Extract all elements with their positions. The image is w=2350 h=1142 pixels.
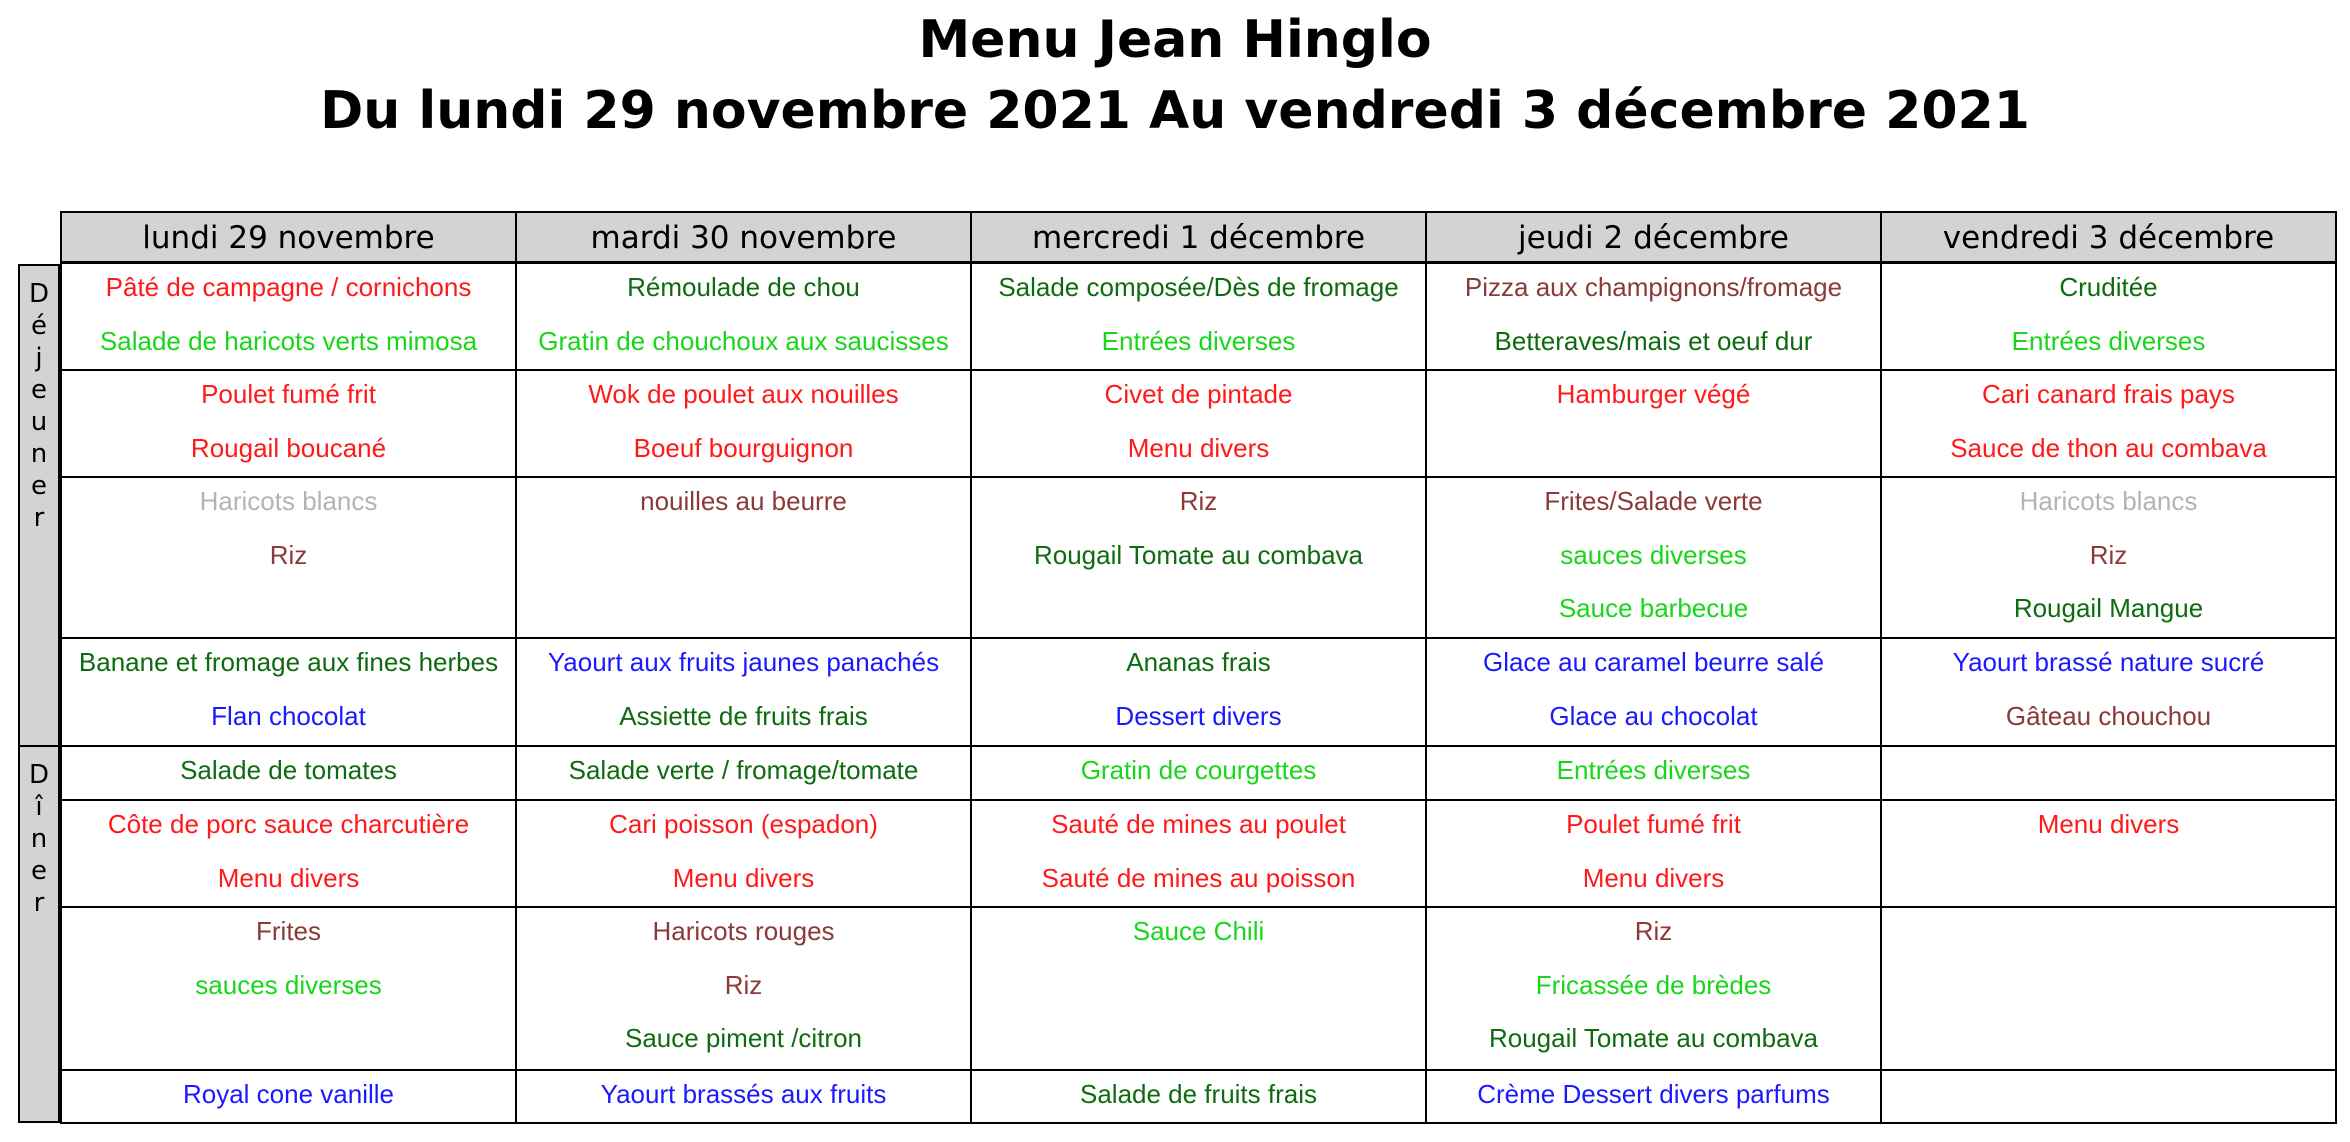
menu-item: Banane et fromage aux fines herbes: [78, 647, 499, 677]
menu-cell: [60, 745, 517, 801]
menu-item: sauces diverses: [1560, 539, 1747, 570]
menu-cell: [1880, 745, 2337, 801]
menu-cell: [970, 745, 1427, 801]
menu-item: Côte de porc sauce charcutière: [107, 809, 470, 839]
menu-cell: [1880, 799, 2337, 908]
menu-cell: [1880, 476, 2337, 639]
menu-item: Rougail Tomate au combava: [1033, 539, 1364, 570]
menu-item: Poulet fumé frit: [1566, 809, 1741, 839]
menu-cell: [1425, 476, 1882, 639]
menu-item: Cari poisson (espadon): [609, 809, 878, 839]
side-label-dejeuner: [18, 264, 60, 747]
menu-item: Fricassée de brèdes: [1535, 969, 1772, 1000]
menu-item: Crème Dessert divers parfums: [1477, 1079, 1830, 1109]
side-label-letter: r: [33, 503, 45, 533]
menu-item: Gâteau chouchou: [2005, 700, 2212, 731]
menu-cell: [515, 1069, 972, 1124]
side-label-letter: u: [30, 407, 48, 437]
menu-cell: [970, 906, 1427, 1071]
menu-item: Glace au chocolat: [1549, 700, 1758, 731]
side-label-letter: r: [33, 888, 45, 918]
menu-item: Rougail Mangue: [2013, 593, 2204, 623]
menu-cell: [1425, 369, 1882, 478]
side-label-letter: j: [35, 343, 43, 373]
menu-item: Sauce piment /citron: [624, 1023, 862, 1053]
day-header: mercredi 1 décembre: [970, 211, 1427, 263]
menu-cell: [970, 476, 1427, 639]
menu-item: Ananas frais: [1126, 647, 1271, 677]
menu-item: Haricots rouges: [652, 916, 835, 946]
menu-cell: [60, 1069, 517, 1124]
menu-item: Rémoulade de chou: [627, 272, 860, 302]
menu-item: Gratin de courgettes: [1080, 755, 1317, 785]
menu-cell: [970, 799, 1427, 908]
menu-item: Haricots blancs: [2019, 486, 2198, 516]
menu-item: Salade de fruits frais: [1079, 1079, 1317, 1109]
menu-item: Civet de pintade: [1104, 379, 1293, 409]
menu-item: Hamburger végé: [1556, 379, 1751, 409]
menu-item: Assiette de fruits frais: [619, 700, 868, 731]
menu-item: Riz: [2089, 539, 2128, 570]
menu-item: Riz: [1634, 916, 1673, 946]
menu-cell: [970, 262, 1427, 371]
menu-item: Haricots blancs: [199, 486, 378, 516]
menu-item: Frites: [256, 916, 321, 946]
side-label-letter: D: [28, 760, 50, 790]
menu-item: Salade de tomates: [180, 755, 397, 785]
side-label-letter: n: [30, 439, 48, 469]
menu-cell: [515, 906, 972, 1071]
menu-item: Yaourt brassé nature sucré: [1952, 647, 2265, 677]
menu-item: Entrées diverses: [1101, 325, 1296, 356]
menu-cell: [1425, 906, 1882, 1071]
menu-item: sauces diverses: [195, 969, 382, 1000]
menu-item: Menu divers: [217, 862, 360, 893]
day-header: mardi 30 novembre: [515, 211, 972, 263]
side-label-letter: e: [31, 856, 47, 886]
page-subtitle: Du lundi 29 novembre 2021 Au vendredi 3 décembre 2021: [320, 81, 2030, 141]
menu-item: Riz: [1179, 486, 1218, 516]
menu-item: Sauce de thon au combava: [1950, 432, 2267, 463]
side-label-letter: D: [28, 279, 50, 309]
menu-cell: [1425, 1069, 1882, 1124]
menu-cell: [1425, 799, 1882, 908]
side-label-letter: é: [31, 311, 47, 341]
menu-cell: [60, 476, 517, 639]
page-title: Menu Jean Hinglo: [918, 10, 1432, 70]
menu-item: nouilles au beurre: [640, 486, 847, 516]
menu-cell: [515, 369, 972, 478]
menu-cell: [60, 369, 517, 478]
menu-cell: [515, 262, 972, 371]
menu-item: Gratin de chouchoux aux saucisses: [538, 325, 949, 356]
menu-item: Glace au caramel beurre salé: [1482, 647, 1825, 677]
menu-item: Riz: [269, 539, 308, 570]
menu-item: Cari canard frais pays: [1982, 379, 2235, 409]
menu-item: Royal cone vanille: [182, 1079, 394, 1109]
menu-cell: [1880, 369, 2337, 478]
menu-item: Wok de poulet aux nouilles: [588, 379, 899, 409]
menu-item: Sauté de mines au poulet: [1051, 809, 1346, 839]
day-header: lundi 29 novembre: [60, 211, 517, 263]
menu-item: Entrées diverses: [2011, 325, 2206, 356]
menu-item: Boeuf bourguignon: [633, 432, 854, 463]
menu-cell: [515, 476, 972, 639]
side-label-letter: e: [31, 375, 47, 405]
menu-item: Menu divers: [1582, 862, 1725, 893]
menu-cell: [1880, 637, 2337, 747]
menu-item: Yaourt aux fruits jaunes panachés: [547, 647, 940, 677]
menu-cell: [970, 637, 1427, 747]
menu-item: Sauté de mines au poisson: [1041, 862, 1356, 893]
menu-item: Riz: [724, 969, 763, 1000]
day-header: vendredi 3 décembre: [1880, 211, 2337, 263]
menu-item: Betteraves/mais et oeuf dur: [1494, 325, 1813, 356]
menu-cell: [1880, 906, 2337, 1071]
day-header: jeudi 2 décembre: [1425, 211, 1882, 263]
menu-item: Sauce barbecue: [1558, 593, 1749, 623]
menu-cell: [970, 1069, 1427, 1124]
menu-cell: [1880, 262, 2337, 371]
menu-item: Salade de haricots verts mimosa: [99, 325, 478, 356]
menu-item: Dessert divers: [1115, 700, 1282, 731]
menu-item: Menu divers: [672, 862, 815, 893]
menu-item: Menu divers: [2037, 809, 2180, 839]
menu-cell: [515, 799, 972, 908]
side-label-letter: e: [31, 471, 47, 501]
menu-cell: [515, 637, 972, 747]
menu-cell: [60, 637, 517, 747]
menu-item: Sauce Chili: [1132, 916, 1265, 946]
menu-cell: [60, 906, 517, 1071]
menu-item: Poulet fumé frit: [201, 379, 376, 409]
side-label-letter: n: [30, 824, 48, 854]
menu-item: Pâté de campagne / cornichons: [105, 272, 472, 302]
menu-item: Flan chocolat: [211, 700, 366, 731]
side-label-diner: [18, 745, 60, 1123]
menu-cell: [515, 745, 972, 801]
menu-item: Yaourt brassés aux fruits: [600, 1079, 887, 1109]
menu-item: Pizza aux champignons/fromage: [1464, 272, 1843, 302]
menu-item: Salade verte / fromage/tomate: [568, 755, 919, 785]
menu-item: Rougail Tomate au combava: [1488, 1023, 1819, 1053]
menu-cell: [970, 369, 1427, 478]
menu-cell: [1880, 1069, 2337, 1124]
menu-cell: [60, 799, 517, 908]
menu-cell: [60, 262, 517, 371]
side-label-letter: î: [35, 792, 43, 822]
menu-cell: [1425, 637, 1882, 747]
menu-item: Menu divers: [1127, 432, 1270, 463]
menu-item: Rougail boucané: [190, 432, 387, 463]
menu-item: Cruditée: [2059, 272, 2158, 302]
menu-item: Frites/Salade verte: [1544, 486, 1763, 516]
menu-item: Entrées diverses: [1556, 755, 1751, 785]
menu-item: Salade composée/Dès de fromage: [998, 272, 1399, 302]
menu-cell: [1425, 745, 1882, 801]
menu-cell: [1425, 262, 1882, 371]
